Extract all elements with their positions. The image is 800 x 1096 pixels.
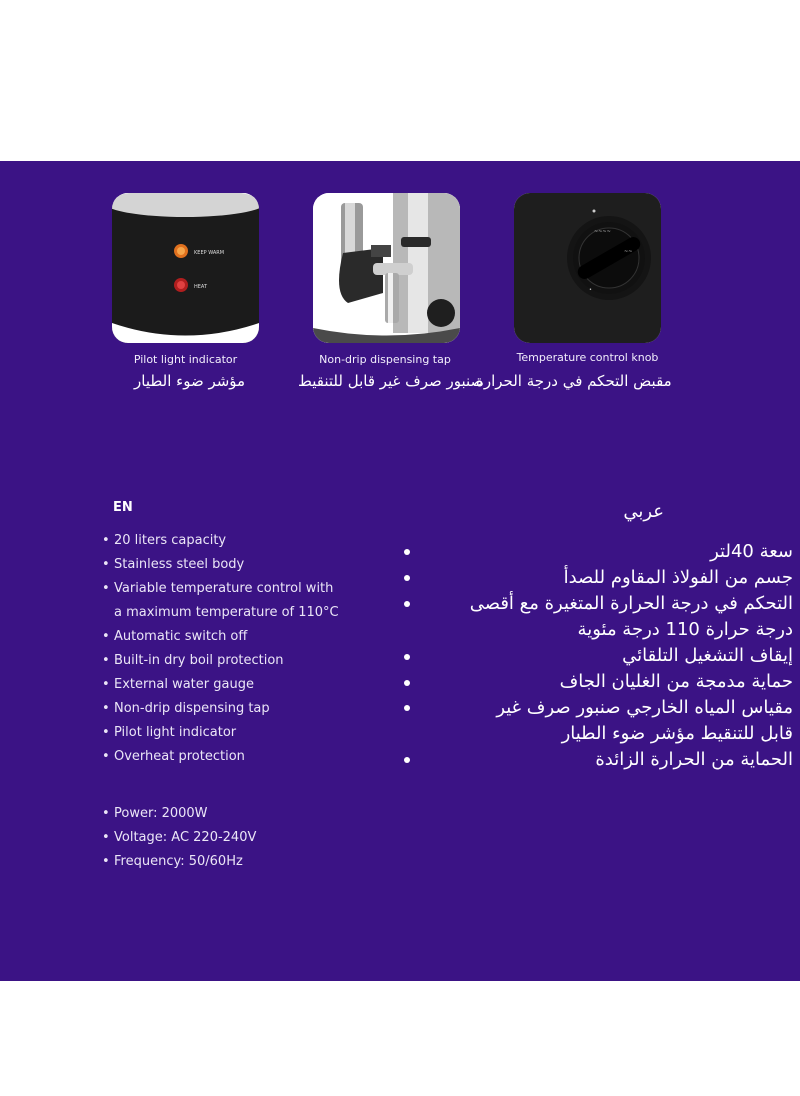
list-item: • Automatic switch off (102, 629, 248, 644)
english-spec-list (102, 804, 256, 876)
svg-text:~~~~: ~~~~ (594, 229, 611, 235)
list-item: • Built-in dry boil protection (102, 653, 284, 668)
english-heading: EN (113, 500, 133, 515)
arabic-line: درجة حرارة 110 درجة مئوية (577, 619, 793, 640)
list-item: • Non-drip dispensing tap (102, 701, 270, 716)
list-item: • Overheat protection (102, 749, 245, 764)
list-item: • External water gauge (102, 677, 254, 692)
bullet-dot (404, 680, 410, 686)
heat-label: HEAT (194, 284, 208, 290)
caption-ar-tap: صنبور صرف غير قابل للتنقيط (298, 372, 484, 390)
list-item: • Power: 2000W (102, 806, 208, 821)
list-item: • Voltage: AC 220-240V (102, 830, 257, 845)
arabic-line: حماية مدمجة من الغليان الجاف (559, 671, 793, 692)
caption-ar-pilot: مؤشر ضوء الطيار (134, 372, 246, 390)
temperature-knob-photo (514, 193, 661, 343)
arabic-line: التحكم في درجة الحرارة المتغيرة مع أقصى (469, 593, 793, 614)
list-item: • 20 liters capacity (102, 533, 227, 548)
bullet-dot (404, 757, 410, 763)
arabic-heading: عربي (623, 501, 664, 522)
arabic-line: مقياس المياه الخارجي صنبور صرف غير (496, 697, 793, 718)
caption-en-knob: Temperature control knob (516, 351, 659, 364)
keep-warm-label: KEEP WARM (194, 250, 225, 256)
pilot-light-panel-photo (112, 193, 259, 343)
caption-ar-knob: مقبض التحكم في درجة الحرارة (476, 372, 672, 390)
svg-text:~~: ~~ (624, 249, 633, 255)
bullet-dot (404, 575, 410, 581)
feature-panel (0, 161, 800, 981)
arabic-line: إيقاف التشغيل التلقائي (622, 645, 793, 666)
bullet-dot (404, 549, 410, 555)
list-item: • Stainless steel body (102, 557, 245, 572)
bullet-dot (404, 601, 410, 607)
arabic-line: جسم من الفولاذ المقاوم للصدأ (563, 567, 793, 588)
list-item: • Pilot light indicator (102, 725, 237, 740)
arabic-line: سعة 40لتر (710, 541, 793, 562)
caption-en-pilot: Pilot light indicator (133, 353, 238, 366)
bullet-dot (404, 705, 410, 711)
arabic-line: الحماية من الحرارة الزائدة (595, 749, 793, 770)
list-item: a maximum temperature of 110°C (114, 605, 339, 620)
dispensing-tap-photo (313, 193, 460, 343)
caption-en-tap: Non-drip dispensing tap (319, 353, 451, 366)
bullet-dot (404, 654, 410, 660)
svg-text:•: • (589, 287, 592, 293)
list-item: • Frequency: 50/60Hz (102, 854, 243, 869)
arabic-line: قابل للتنقيط مؤشر ضوء الطيار (561, 723, 793, 744)
english-feature-list (102, 531, 339, 771)
list-item: • Variable temperature control with (102, 581, 334, 596)
